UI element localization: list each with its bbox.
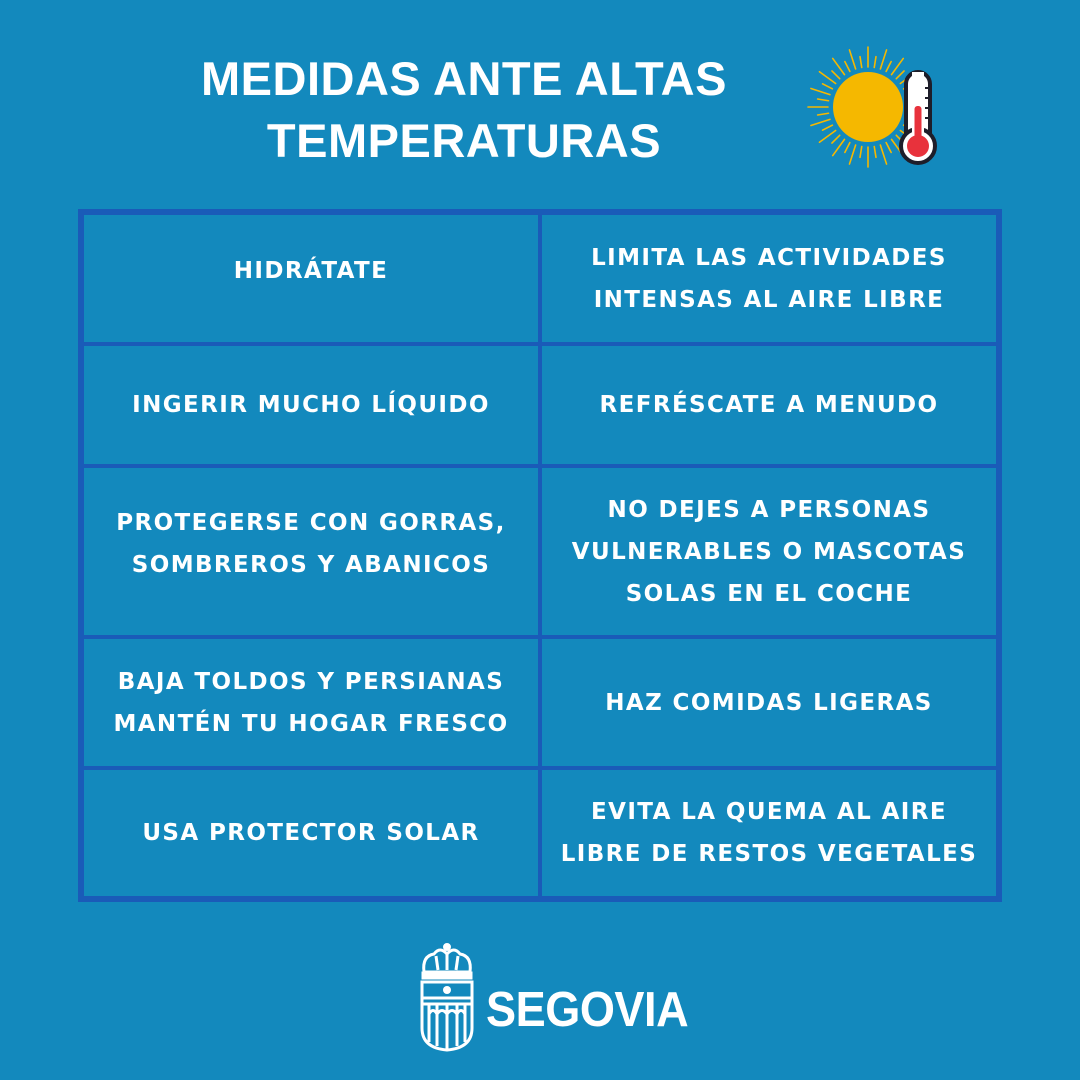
sun-ray <box>819 72 835 84</box>
measure-cell: HAZ COMIDAS LIGERAS <box>540 637 998 768</box>
segovia-coat-of-arms-icon <box>416 942 478 1054</box>
sun-ray <box>818 99 829 101</box>
title-line-2: TEMPERATURAS <box>266 114 662 167</box>
measure-cell: BAJA TOLDOS Y PERSIANAS MANTÉN TU HOGAR FRESCO <box>82 637 540 768</box>
sun-ray <box>849 145 855 164</box>
sun-ray <box>896 71 904 79</box>
sun-ray <box>874 147 876 158</box>
sun-ray <box>823 84 833 89</box>
sun-ray <box>849 50 855 69</box>
measure-cell: PROTEGERSE CON GORRAS, SOMBREROS Y ABANICOS <box>82 466 540 637</box>
measure-cell: USA PROTECTOR SOLAR <box>82 768 540 898</box>
sun-ray <box>892 58 904 74</box>
measure-cell: HIDRÁTATE <box>82 213 540 344</box>
sun-ray <box>811 88 830 94</box>
sun-ray <box>818 113 829 115</box>
thermometer-icon <box>901 72 935 163</box>
measure-cell: INGERIR MUCHO LÍQUIDO <box>82 344 540 466</box>
measure-cell: LIMITA LAS ACTIVIDADES INTENSAS AL AIRE LIBRE <box>540 213 998 344</box>
sun-ray <box>860 147 862 158</box>
sun-ray <box>880 50 886 69</box>
measures-table <box>78 209 1002 902</box>
sun-ray <box>886 62 891 72</box>
segovia-logo <box>416 942 689 1054</box>
sun-ray <box>832 71 840 79</box>
sun-ray <box>874 57 876 68</box>
page-title <box>100 48 828 172</box>
title-line-1: MEDIDAS ANTE ALTAS <box>201 52 727 105</box>
sun-ray <box>880 145 886 164</box>
sun-ray <box>819 131 835 143</box>
sun-ray <box>832 135 840 143</box>
sun-ray <box>845 143 850 153</box>
sun-ray <box>886 143 891 153</box>
sun-ray <box>833 58 845 74</box>
measure-cell: REFRÉSCATE A MENUDO <box>540 344 998 466</box>
sun-icon <box>833 72 903 142</box>
brand-name: SEGOVIA <box>486 983 689 1037</box>
sun-ray <box>823 125 833 130</box>
sun-ray <box>845 62 850 72</box>
sun-thermometer-icon <box>804 44 954 174</box>
sun-ray <box>833 139 845 155</box>
sun-ray <box>860 57 862 68</box>
measure-cell: NO DEJES A PERSONAS VULNERABLES O MASCOTAS SOLAS EN EL COCHE <box>540 466 998 637</box>
sun-ray <box>811 119 830 125</box>
measure-cell: EVITA LA QUEMA AL AIRE LIBRE DE RESTOS VEGETALES <box>540 768 998 898</box>
